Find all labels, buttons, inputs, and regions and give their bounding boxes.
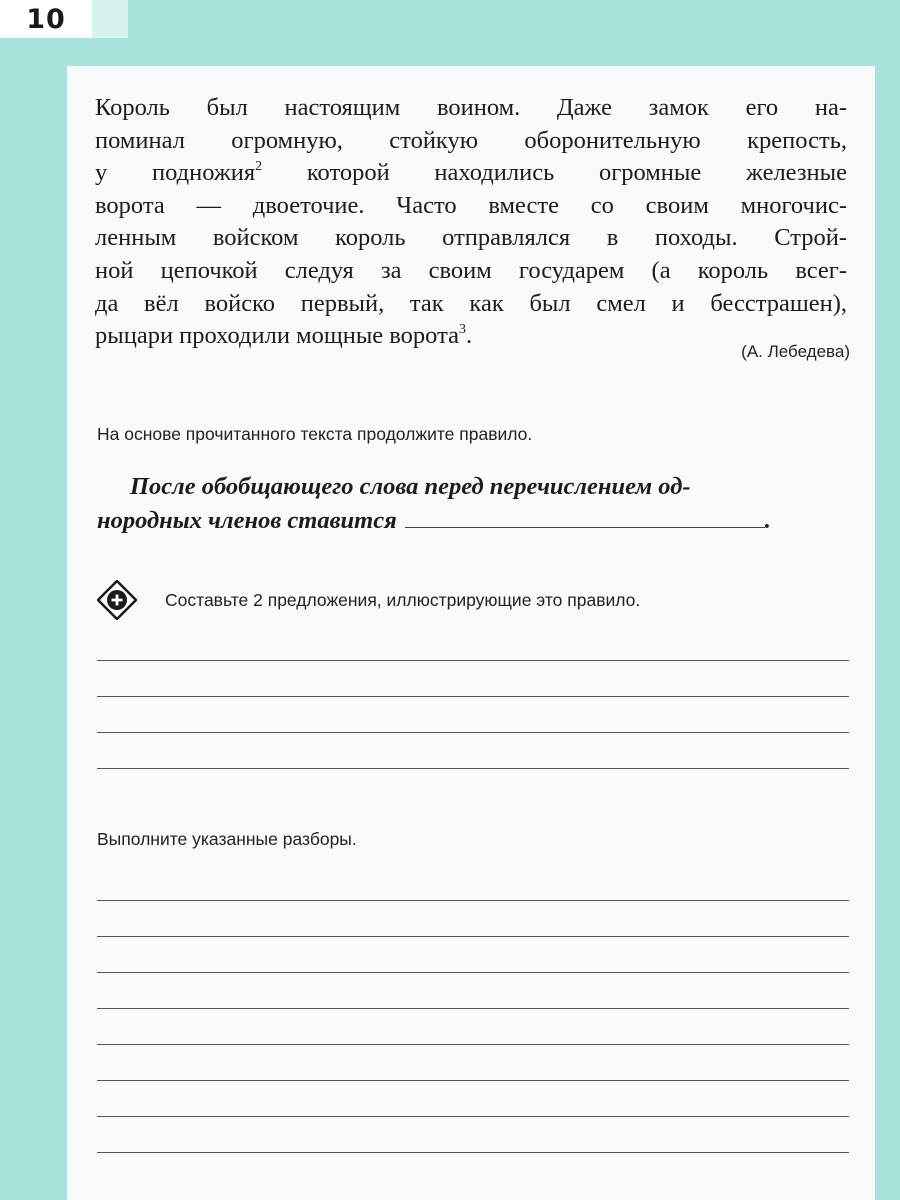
parsing-line-4[interactable] [97,1008,849,1009]
answer-line-2[interactable] [97,696,849,697]
parsing-line-1[interactable] [97,900,849,901]
answer-line-1[interactable] [97,660,849,661]
page-number-box [0,0,92,38]
parsing-line-6[interactable] [97,1080,849,1081]
story-line-5: ленным войском король отправлялся в походы. Строй- [95,224,847,252]
page-number: 10 [26,3,66,35]
story-line-1: Король был настоящим воином. Даже замок его на- [95,94,847,121]
parsing-line-3[interactable] [97,972,849,973]
rule-line-1: После обобщающего слова перед перечислением од- [130,473,691,500]
answer-line-4[interactable] [97,768,849,769]
parsing-line-5[interactable] [97,1044,849,1045]
story-line-2: поминал огромную, стойкую оборонительную крепость, [95,126,847,154]
answer-line-3[interactable] [97,732,849,733]
footnote-3: 3 [458,322,466,337]
story-line-7: да вёл войско первый, так как был смел и бесстрашен), [95,289,847,317]
task-continue-rule: На основе прочитанного текста продолжите правило. [97,424,533,444]
story-line-6: ной цепочкой следуя за своим государем (а король всег- [95,256,847,284]
task-parsing: Выполните указанные разборы. [97,829,357,849]
story-author: (А. Лебедева) [741,342,850,361]
task-compose-sentences: Составьте 2 предложения, иллюстрирующие это правило. [165,590,641,610]
rule-line-2-wrap [97,504,850,538]
story-text [95,92,847,353]
story-line-8: рыцари проходили мощные ворота$^3$. [95,322,473,350]
rule-period: . [764,507,771,534]
plus-diamond-icon [97,580,137,620]
parsing-line-8[interactable] [97,1152,849,1153]
story-line-4: ворота — двоеточие. Часто вместе со своим многочис- [95,191,847,219]
rule-answer-blank[interactable] [405,505,765,528]
rule-line-2: нородных членов ставится [97,507,397,534]
corner-strip [92,0,128,38]
parsing-line-2[interactable] [97,936,849,937]
story-line-3: у подножия$^2$ которой находились огромные железные [95,159,847,187]
parsing-line-7[interactable] [97,1116,849,1117]
footnote-2: 2 [255,159,263,175]
rule-statement [97,470,850,538]
